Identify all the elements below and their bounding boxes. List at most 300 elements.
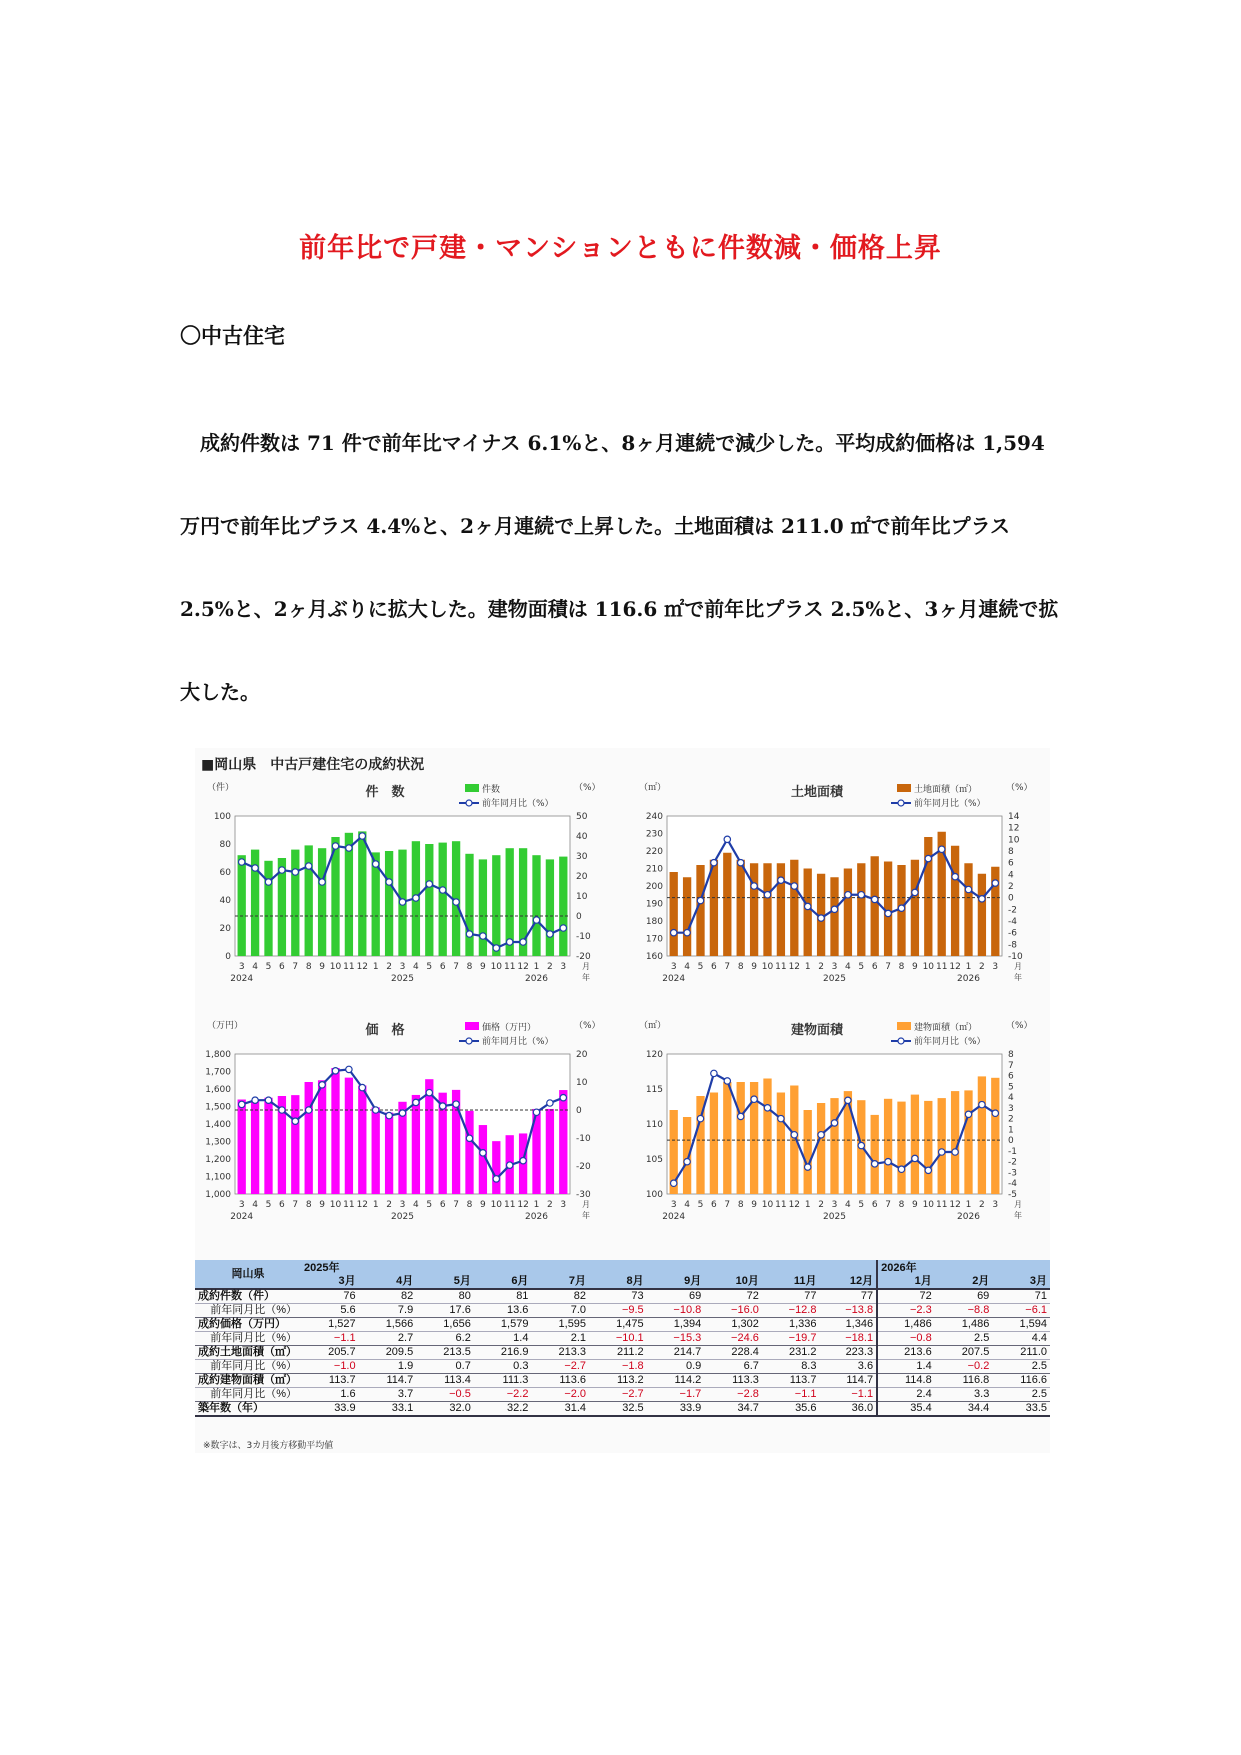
table-row xyxy=(195,1318,1050,1332)
table-row-label: 成約件数（件） xyxy=(195,1289,301,1304)
y-left-tick-label: 1,800 xyxy=(205,1050,231,1060)
table-cell: 211.0 xyxy=(992,1346,1050,1360)
chart-bar xyxy=(385,851,393,956)
y-right-tick-label: -2 xyxy=(1008,1157,1017,1168)
y-right-tick-label: 20 xyxy=(576,1050,588,1060)
table-cell: 3.6 xyxy=(819,1360,877,1374)
table-cell: 1,595 xyxy=(531,1318,589,1332)
table-cell: −10.1 xyxy=(589,1332,647,1346)
figure-title: ■岡山県 中古戸建住宅の成約状況 xyxy=(201,757,425,773)
yoy-point xyxy=(359,833,365,839)
table-row xyxy=(195,1388,1050,1402)
y-right-tick-label: 4 xyxy=(1008,1093,1014,1104)
y-left-tick-label: 1,600 xyxy=(205,1085,231,1095)
legend-line-label: 前年同月比（%） xyxy=(482,799,554,809)
x-tick-label: 2 xyxy=(979,1200,985,1210)
x-tick-label: 7 xyxy=(724,962,731,972)
y-left-unit: （㎡） xyxy=(639,1021,667,1031)
legend-bar-swatch xyxy=(465,784,479,792)
table-month-label: 3月 xyxy=(1029,1275,1047,1287)
y-right-tick-label: -5 xyxy=(1008,1190,1017,1200)
yoy-point xyxy=(279,867,285,873)
data-table xyxy=(195,1260,1050,1417)
table-column-header xyxy=(589,1260,647,1289)
legend-line-marker xyxy=(466,800,472,806)
y-right-tick-label: 0 xyxy=(1008,1136,1014,1147)
x-tick-label: 5 xyxy=(426,962,433,972)
yoy-point xyxy=(533,917,539,923)
yoy-point xyxy=(671,1180,677,1186)
legend-bar-swatch xyxy=(897,784,911,792)
y-right-tick-label: -3 xyxy=(1008,1168,1017,1179)
x-tick-label: 3 xyxy=(238,962,245,972)
x-tick-label: 7 xyxy=(885,1200,891,1210)
table-cell: −9.5 xyxy=(589,1304,647,1318)
x-year-label: 2024 xyxy=(662,974,686,984)
table-column-header xyxy=(935,1260,993,1289)
x-tick-label: 3 xyxy=(560,962,567,972)
table-cell: 1,394 xyxy=(647,1318,705,1332)
yoy-point xyxy=(239,859,245,865)
chart-bar xyxy=(479,859,487,956)
table-month-label: 9月 xyxy=(684,1275,702,1287)
table-cell: −1.1 xyxy=(819,1388,877,1402)
table-cell: 7.0 xyxy=(531,1304,589,1318)
table-cell: −2.0 xyxy=(531,1388,589,1402)
y-left-tick-label: 220 xyxy=(645,847,663,857)
table-cell: 116.6 xyxy=(992,1374,1050,1388)
legend-bar-label: 土地面積（㎡） xyxy=(914,785,978,795)
table-column-header xyxy=(531,1260,589,1289)
x-tick-label: 8 xyxy=(466,962,473,972)
yoy-point xyxy=(520,939,526,945)
table-cell: −2.7 xyxy=(531,1360,589,1374)
y-right-tick-label: 10 xyxy=(1008,835,1020,846)
table-month-label: 11月 xyxy=(793,1275,817,1287)
y-right-tick-label: -30 xyxy=(576,1190,591,1200)
x-year-label: 2026 xyxy=(957,974,980,984)
table-cell: 4.4 xyxy=(992,1332,1050,1346)
y-right-unit: （%） xyxy=(1006,783,1033,793)
table-header-label: 岡山県 xyxy=(195,1260,301,1289)
y-right-tick-label: -4 xyxy=(1008,917,1017,927)
y-right-tick-label: 2 xyxy=(1008,882,1014,892)
y-left-tick-label: 0 xyxy=(225,952,231,962)
x-tick-label: 2 xyxy=(818,1200,824,1210)
table-cell: 33.1 xyxy=(359,1402,417,1417)
yoy-point xyxy=(507,1162,513,1168)
table-cell: 82 xyxy=(531,1289,589,1304)
x-tick-label: 7 xyxy=(724,1200,731,1210)
table-year-label: 2026年 xyxy=(881,1262,917,1274)
y-left-tick-label: 110 xyxy=(645,1120,663,1130)
y-left-tick-label: 100 xyxy=(213,812,231,822)
table-cell: 228.4 xyxy=(704,1346,762,1360)
x-tick-label: 3 xyxy=(399,962,406,972)
x-unit-label: 年 xyxy=(1014,1211,1022,1220)
legend-bar-label: 建物面積（㎡） xyxy=(914,1023,978,1033)
x-tick-label: 7 xyxy=(292,1200,299,1210)
table-column-header xyxy=(359,1260,417,1289)
table-cell: 6.2 xyxy=(416,1332,474,1346)
table-cell: 111.3 xyxy=(474,1374,532,1388)
x-tick-label: 10 xyxy=(490,1200,503,1210)
x-tick-label: 10 xyxy=(761,962,774,972)
y-right-tick-label: -10 xyxy=(576,1134,591,1144)
yoy-point xyxy=(764,1105,770,1111)
x-tick-label: 5 xyxy=(697,1200,704,1210)
y-right-tick-label: 7 xyxy=(1008,1060,1014,1071)
x-tick-label: 8 xyxy=(305,962,312,972)
y-right-tick-label: 0 xyxy=(1008,893,1014,904)
table-month-label: 5月 xyxy=(453,1275,471,1287)
y-left-tick-label: 170 xyxy=(645,934,663,945)
x-tick-label: 10 xyxy=(922,1200,935,1210)
x-tick-label: 12 xyxy=(356,962,369,972)
chart-bar xyxy=(750,863,758,956)
legend-line-marker xyxy=(466,1038,472,1044)
yoy-point xyxy=(426,881,432,887)
table-cell: −18.1 xyxy=(819,1332,877,1346)
table-cell: 72 xyxy=(704,1289,762,1304)
yoy-point xyxy=(845,892,851,898)
table-cell: 32.0 xyxy=(416,1402,474,1417)
legend-bar-swatch xyxy=(897,1022,911,1030)
table-year-label: 2025年 xyxy=(304,1262,340,1274)
x-year-label: 2025 xyxy=(391,974,414,984)
x-tick-label: 2 xyxy=(386,1200,392,1210)
yoy-point xyxy=(925,855,931,861)
yoy-point xyxy=(992,880,998,886)
y-right-tick-label: 6 xyxy=(1008,1071,1014,1082)
table-cell: 114.7 xyxy=(359,1374,417,1388)
y-right-tick-label: 40 xyxy=(576,832,588,842)
chart-bar xyxy=(830,877,838,956)
y-right-tick-label: 12 xyxy=(1008,823,1020,834)
yoy-point xyxy=(791,1132,797,1138)
y-right-tick-label: 50 xyxy=(576,812,588,822)
table-cell: 213.6 xyxy=(877,1346,935,1360)
y-right-tick-label: 3 xyxy=(1008,1103,1014,1114)
table-cell: 35.6 xyxy=(762,1402,820,1417)
chart-bar xyxy=(804,1110,812,1194)
table-cell: 1,336 xyxy=(762,1318,820,1332)
x-unit-label: 年 xyxy=(582,973,590,982)
yoy-point xyxy=(507,939,513,945)
table-cell: 2.7 xyxy=(359,1332,417,1346)
x-tick-label: 3 xyxy=(560,1200,567,1210)
x-tick-label: 2 xyxy=(547,1200,553,1210)
yoy-point xyxy=(332,1068,338,1074)
table-column-header xyxy=(819,1260,877,1289)
x-tick-label: 7 xyxy=(453,962,459,972)
x-tick-label: 12 xyxy=(788,962,801,972)
x-tick-label: 4 xyxy=(252,1200,258,1210)
x-tick-label: 6 xyxy=(439,962,446,972)
chart-bar xyxy=(291,850,299,956)
yoy-point xyxy=(939,1149,945,1155)
x-tick-label: 9 xyxy=(319,962,325,972)
table-row xyxy=(195,1374,1050,1388)
table-cell: 223.3 xyxy=(819,1346,877,1360)
table-row-label: 築年数（年） xyxy=(195,1402,301,1417)
yoy-point xyxy=(912,1155,918,1161)
table-cell: 205.7 xyxy=(301,1346,359,1360)
table-row xyxy=(195,1360,1050,1374)
y-left-tick-label: 200 xyxy=(645,882,663,892)
y-right-tick-label: -10 xyxy=(576,932,591,942)
yoy-point xyxy=(359,1084,365,1090)
table-cell: 72 xyxy=(877,1289,935,1304)
table-cell: 1.9 xyxy=(359,1360,417,1374)
table-cell: 81 xyxy=(474,1289,532,1304)
chart-title: 件 数 xyxy=(365,785,405,800)
yoy-point xyxy=(671,929,677,935)
x-tick-label: 9 xyxy=(480,1200,486,1210)
x-tick-label: 12 xyxy=(517,962,529,972)
table-cell: −2.8 xyxy=(704,1388,762,1402)
table-column-header xyxy=(762,1260,820,1289)
x-tick-label: 6 xyxy=(439,1200,446,1210)
y-right-tick-label: -4 xyxy=(1008,1179,1017,1190)
x-tick-label: 8 xyxy=(305,1200,312,1210)
table-cell: 1,594 xyxy=(992,1318,1050,1332)
x-tick-label: 11 xyxy=(935,962,948,972)
yoy-point xyxy=(805,903,811,909)
yoy-point xyxy=(764,892,770,898)
chart-bar xyxy=(777,1093,785,1195)
yoy-point xyxy=(791,883,797,889)
yoy-point xyxy=(306,863,312,869)
chart-bar xyxy=(710,1093,718,1195)
y-left-unit: （㎡） xyxy=(639,783,667,793)
y-left-tick-label: 230 xyxy=(645,829,663,840)
table-cell: −2.3 xyxy=(877,1304,935,1318)
yoy-point xyxy=(805,1164,811,1170)
y-left-unit: （万円） xyxy=(207,1021,244,1031)
table-row-label: 前年同月比（%） xyxy=(195,1360,301,1374)
table-cell: 73 xyxy=(589,1289,647,1304)
yoy-point xyxy=(560,925,566,931)
table-cell: 231.2 xyxy=(762,1346,820,1360)
chart-bar xyxy=(670,872,678,956)
yoy-point xyxy=(440,887,446,893)
x-unit-label: 月 xyxy=(1014,1200,1022,1209)
table-cell: 114.8 xyxy=(877,1374,935,1388)
y-right-unit: （%） xyxy=(574,783,601,793)
table-cell: −1.1 xyxy=(762,1388,820,1402)
yoy-point xyxy=(912,889,918,895)
table-cell: 1.6 xyxy=(301,1388,359,1402)
table-row-label: 前年同月比（%） xyxy=(195,1388,301,1402)
x-tick-label: 12 xyxy=(356,1200,369,1210)
yoy-point xyxy=(466,1135,472,1141)
x-tick-label: 4 xyxy=(252,962,258,972)
table-cell: 1,346 xyxy=(819,1318,877,1332)
x-tick-label: 12 xyxy=(949,1200,961,1210)
x-tick-label: 7 xyxy=(885,962,891,972)
chart-bar xyxy=(790,860,798,956)
x-year-label: 2024 xyxy=(662,1212,686,1222)
yoy-point xyxy=(265,1097,271,1103)
table-cell: −15.3 xyxy=(647,1332,705,1346)
table-month-label: 6月 xyxy=(511,1275,529,1287)
chart-bar xyxy=(559,857,567,956)
chart-bar xyxy=(964,1090,972,1194)
table-row xyxy=(195,1332,1050,1346)
chart-bar xyxy=(884,862,892,957)
y-left-tick-label: 105 xyxy=(645,1155,663,1165)
table-cell: 76 xyxy=(301,1289,359,1304)
table-cell: 113.6 xyxy=(531,1374,589,1388)
yoy-point xyxy=(252,865,258,871)
yoy-point xyxy=(373,1107,379,1113)
table-row-label: 成約土地面積（㎡） xyxy=(195,1346,301,1360)
y-right-tick-label: 10 xyxy=(576,1078,588,1088)
table-cell: 1.4 xyxy=(877,1360,935,1374)
table-cell: 69 xyxy=(647,1289,705,1304)
chart-bar xyxy=(492,855,500,956)
yoy-point xyxy=(952,1149,958,1155)
chart-bar xyxy=(532,855,540,956)
chart-bar xyxy=(439,843,447,956)
yoy-point xyxy=(426,1089,432,1095)
table-cell: 114.2 xyxy=(647,1374,705,1388)
x-tick-label: 10 xyxy=(329,962,342,972)
yoy-point xyxy=(386,1112,392,1118)
yoy-point xyxy=(858,892,864,898)
chart-bar xyxy=(238,855,246,956)
legend-line-marker xyxy=(898,1038,904,1044)
table-row xyxy=(195,1304,1050,1318)
table-cell: −2.2 xyxy=(474,1388,532,1402)
x-tick-label: 3 xyxy=(238,1200,245,1210)
table-cell: 0.7 xyxy=(416,1360,474,1374)
chart-bar xyxy=(763,1079,771,1195)
yoy-point xyxy=(239,1101,245,1107)
figure-panel xyxy=(195,748,1050,1453)
table-month-label: 12月 xyxy=(849,1275,874,1287)
y-right-tick-label: 6 xyxy=(1008,858,1014,869)
table-cell: 13.6 xyxy=(474,1304,532,1318)
table-cell: 17.6 xyxy=(416,1304,474,1318)
yoy-point xyxy=(684,1158,690,1164)
table-cell: 5.6 xyxy=(301,1304,359,1318)
table-month-label: 2月 xyxy=(972,1275,990,1287)
table-month-label: 1月 xyxy=(914,1275,932,1287)
yoy-point xyxy=(453,1101,459,1107)
x-tick-label: 3 xyxy=(992,1200,999,1210)
x-tick-label: 5 xyxy=(858,1200,865,1210)
y-right-tick-label: -2 xyxy=(1008,905,1017,916)
yoy-point xyxy=(265,879,271,885)
y-left-tick-label: 1,200 xyxy=(205,1155,231,1165)
table-cell: −1.7 xyxy=(647,1388,705,1402)
table-cell: 116.8 xyxy=(935,1374,993,1388)
chart-bar xyxy=(372,1107,380,1194)
x-tick-label: 10 xyxy=(761,1200,774,1210)
chart-title: 価 格 xyxy=(365,1023,405,1038)
table-column-header xyxy=(992,1260,1050,1289)
table-row-label: 成約建物面積（㎡） xyxy=(195,1374,301,1388)
y-right-tick-label: -10 xyxy=(1008,952,1023,962)
x-tick-label: 3 xyxy=(399,1200,406,1210)
chart-bar xyxy=(871,856,879,956)
chart-bar xyxy=(425,844,433,956)
y-left-tick-label: 115 xyxy=(645,1085,663,1095)
x-tick-label: 11 xyxy=(935,1200,948,1210)
x-tick-label: 12 xyxy=(517,1200,529,1210)
table-cell: 113.7 xyxy=(301,1374,359,1388)
land-area-chart xyxy=(627,778,1047,1008)
x-tick-label: 6 xyxy=(711,1200,717,1210)
x-tick-label: 4 xyxy=(413,962,419,972)
chart-bar xyxy=(723,1082,731,1194)
x-tick-label: 1 xyxy=(372,962,379,972)
table-column-header xyxy=(704,1260,762,1289)
x-tick-label: 9 xyxy=(480,962,486,972)
chart-bar xyxy=(251,1101,259,1194)
table-cell: −10.8 xyxy=(647,1304,705,1318)
legend-bar-swatch xyxy=(465,1022,479,1030)
yoy-point xyxy=(738,859,744,865)
table-cell: 31.4 xyxy=(531,1402,589,1417)
y-right-tick-label: -6 xyxy=(1008,928,1017,939)
yoy-point xyxy=(965,886,971,892)
chart-bar xyxy=(844,869,852,957)
yoy-point xyxy=(319,1082,325,1088)
chart-bar xyxy=(345,1078,353,1194)
x-year-label: 2026 xyxy=(525,1212,548,1222)
x-tick-label: 11 xyxy=(503,1200,516,1210)
y-left-tick-label: 100 xyxy=(645,1190,663,1200)
chart-bar xyxy=(978,1076,986,1194)
x-tick-label: 5 xyxy=(265,1200,272,1210)
y-right-tick-label: 0 xyxy=(576,912,582,922)
table-cell: −1.0 xyxy=(301,1360,359,1374)
y-right-tick-label: 10 xyxy=(576,892,588,902)
yoy-point xyxy=(992,1110,998,1116)
yoy-point xyxy=(831,906,837,912)
table-month-label: 4月 xyxy=(396,1275,414,1287)
table-month-label: 10月 xyxy=(735,1275,759,1287)
table-cell: 213.3 xyxy=(531,1346,589,1360)
x-tick-label: 8 xyxy=(898,962,905,972)
chart-bar xyxy=(546,859,554,956)
table-cell: 35.4 xyxy=(877,1402,935,1417)
y-right-tick-label: 8 xyxy=(1008,1050,1014,1060)
x-tick-label: 6 xyxy=(871,1200,878,1210)
x-tick-label: 6 xyxy=(871,962,878,972)
table-row xyxy=(195,1346,1050,1360)
yoy-point xyxy=(373,861,379,867)
table-cell: −13.8 xyxy=(819,1304,877,1318)
x-tick-label: 10 xyxy=(490,962,503,972)
x-tick-label: 3 xyxy=(831,1200,838,1210)
y-left-tick-label: 60 xyxy=(219,868,231,878)
x-tick-label: 4 xyxy=(845,962,851,972)
table-cell: 32.2 xyxy=(474,1402,532,1417)
y-right-unit: （%） xyxy=(1006,1021,1033,1031)
table-cell: 209.5 xyxy=(359,1346,417,1360)
chart-bar xyxy=(857,863,865,956)
y-right-tick-label: 4 xyxy=(1008,870,1014,881)
yoy-point xyxy=(332,843,338,849)
yoy-point xyxy=(845,1097,851,1103)
x-tick-label: 4 xyxy=(684,962,690,972)
yoy-point xyxy=(547,931,553,937)
chart-bar xyxy=(911,860,919,956)
